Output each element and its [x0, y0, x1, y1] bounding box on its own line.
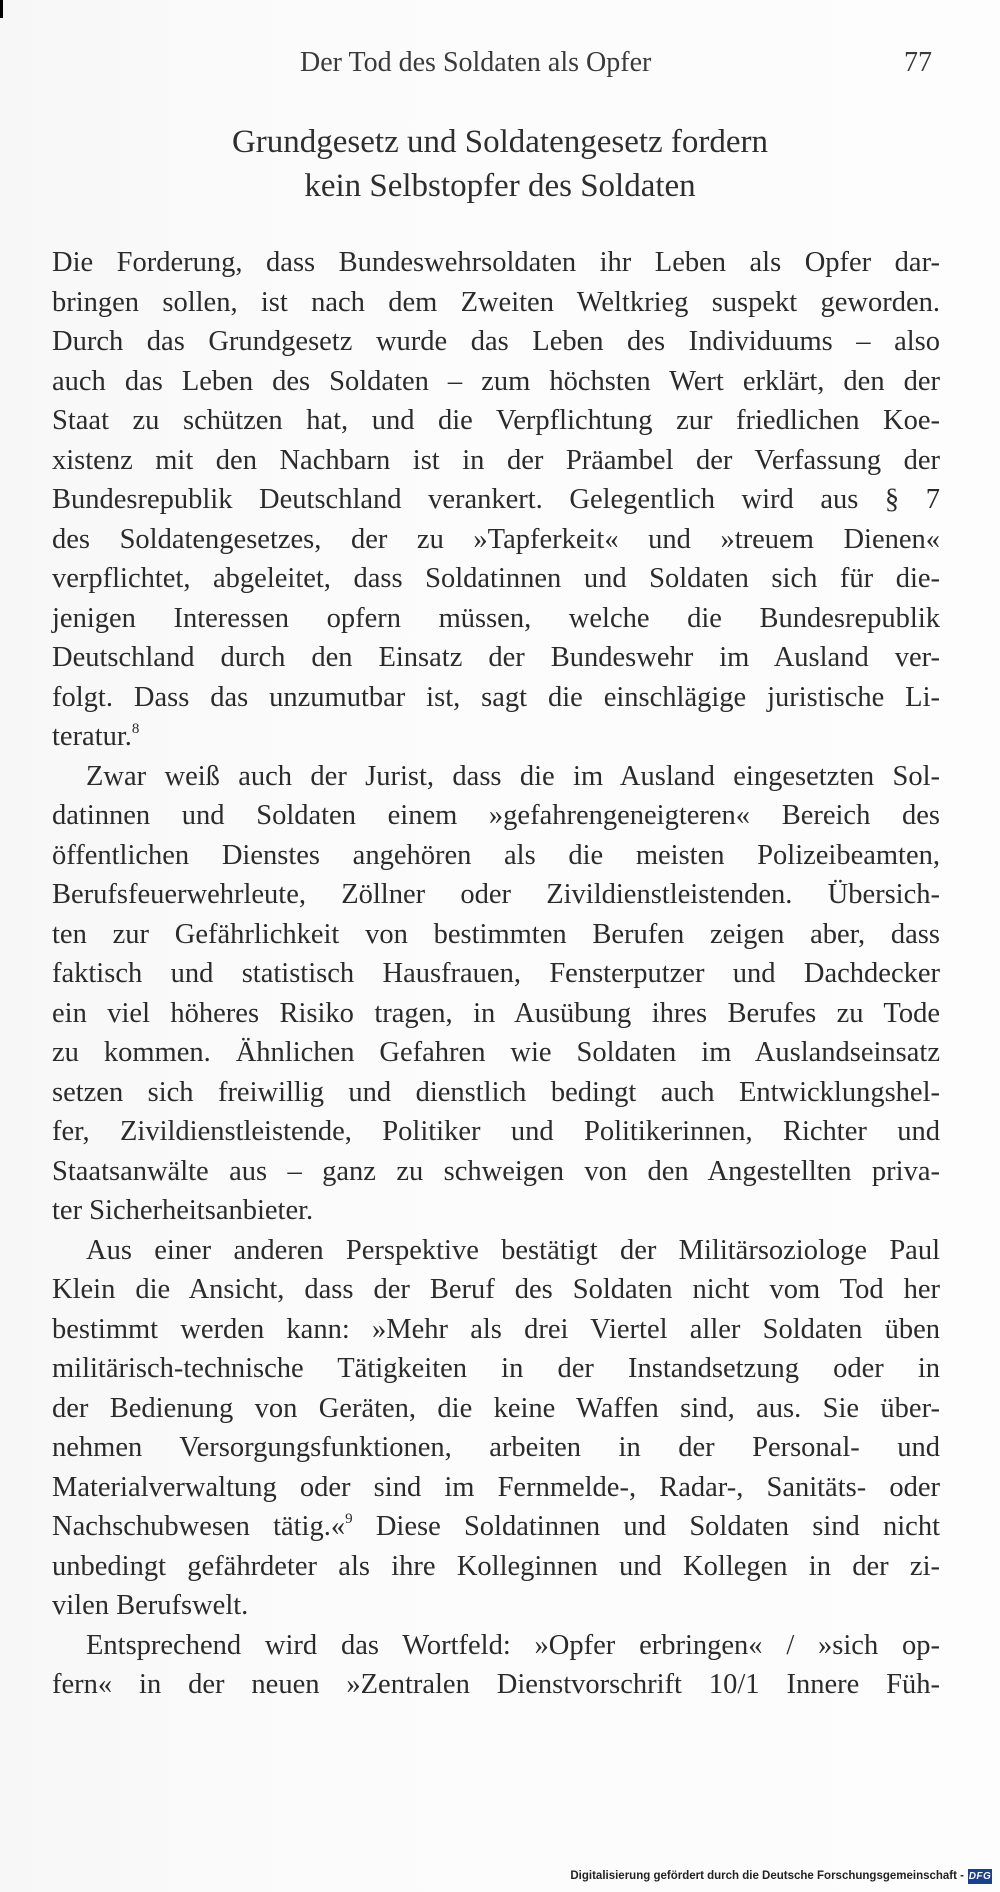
running-title: Der Tod des Soldaten als Opfer	[300, 47, 652, 78]
text-line: vilen Berufswelt.	[52, 1590, 249, 1621]
text-line: Staat zu schützen hat, und die Verpflichtung zur friedlichen Koe-	[52, 405, 940, 436]
page-number: 77	[904, 47, 932, 78]
text-line: folgt. Dass das unzumutbar ist, sagt die einschlägige juristische Li-	[52, 681, 940, 713]
text-line: Durch das Grundgesetz wurde das Leben des Individuums – also	[52, 326, 940, 357]
text-line: fer, Zivildienstleistende, Politiker und Politikerinnen, Richter und	[52, 1116, 940, 1147]
text-line: ein viel höheres Risiko tragen, in Ausübung ihres Berufes zu Tode	[52, 997, 940, 1029]
text-line: Entsprechend wird das Wortfeld: »Opfer erbringen« / »sich op-	[86, 1629, 940, 1661]
scan-corner-mark	[0, 0, 3, 18]
text-line: fern« in der neuen »Zentralen Dienstvorschrift 10/1 Innere Füh-	[52, 1669, 940, 1700]
text-line: ter Sicherheitsanbieter.	[52, 1195, 314, 1226]
footnote-ref: 8	[131, 721, 140, 737]
text-line: militärisch-technische Tätigkeiten in der Instandsetzung oder in	[52, 1353, 940, 1384]
text-line: datinnen und Soldaten einem »gefahrengeneigteren« Bereich des	[52, 800, 940, 831]
text-line: setzen sich freiwillig und dienstlich bedingt auch Entwicklungshel-	[52, 1076, 940, 1108]
text-line: Berufsfeuerwehrleute, Zöllner oder Zivildienstleistenden. Übersich-	[52, 879, 940, 910]
text-line: bringen sollen, ist nach dem Zweiten Weltkrieg suspekt geworden.	[52, 286, 940, 318]
text-line: auch das Leben des Soldaten – zum höchsten Wert erklärt, den der	[52, 365, 940, 397]
text-line: Bundesrepublik Deutschland verankert. Gelegentlich wird aus § 7	[52, 484, 940, 515]
text-line: xistenz mit den Nachbarn ist in der Präambel der Verfassung der	[52, 444, 940, 476]
text-fragment: Nachschubwesen tätig.«	[52, 1511, 346, 1542]
text-line: ten zur Gefährlichkeit von bestimmten Berufen zeigen aber, dass	[52, 918, 940, 950]
text-line: bestimmt werden kann: »Mehr als drei Viertel aller Soldaten üben	[52, 1313, 940, 1345]
running-header	[0, 46, 1000, 80]
credit-text: Digitalisierung gefördert durch die Deutsche Forschungsgemeinschaft -	[570, 1870, 964, 1882]
text-line: Materialverwaltung oder sind im Fernmelde-, Radar-, Sanitäts- oder	[52, 1471, 940, 1503]
text-line: Aus einer anderen Perspektive bestätigt der Militärsoziologe Paul	[86, 1234, 940, 1266]
text-line	[52, 717, 940, 757]
digitization-credit	[570, 1866, 992, 1886]
section-heading-line: Grundgesetz und Soldatengesetz fordern	[231, 124, 769, 160]
text-line: Staatsanwälte aus – ganz zu schweigen von den Angestellten priva-	[52, 1155, 940, 1187]
text-fragment: teratur.	[52, 721, 132, 752]
section-heading	[0, 120, 1000, 208]
text-line: unbedingt gefährdeter als ihre Kolleginnen und Kollegen in der zi-	[52, 1550, 940, 1582]
text-line	[52, 1507, 940, 1547]
text-line: Klein die Ansicht, dass der Beruf des Soldaten nicht vom Tod her	[52, 1274, 940, 1305]
text-line: der Bedienung von Geräten, die keine Waffen sind, aus. Sie über-	[52, 1392, 940, 1424]
text-line: verpflichtet, abgeleitet, dass Soldatinnen und Soldaten sich für die-	[52, 563, 940, 594]
text-line: nehmen Versorgungsfunktionen, arbeiten in der Personal- und	[52, 1432, 940, 1463]
text-fragment: Diese Soldatinnen und Soldaten sind nicht	[352, 1511, 941, 1542]
text-line: Deutschland durch den Einsatz der Bundeswehr im Ausland ver-	[52, 642, 940, 673]
text-line: des Soldatengesetzes, der zu »Tapferkeit« und »treuem Dienen«	[52, 523, 940, 555]
body-text	[52, 243, 940, 1705]
text-line: zu kommen. Ähnlichen Gefahren wie Soldaten im Auslandseinsatz	[52, 1037, 940, 1068]
dfg-logo: DFG	[968, 1870, 992, 1882]
text-line: Zwar weiß auch der Jurist, dass die im Ausland eingesetzten Sol-	[86, 760, 940, 792]
text-line: jenigen Interessen opfern müssen, welche die Bundesrepublik	[52, 602, 940, 634]
text-line: öffentlichen Dienstes angehören als die meisten Polizeibeamten,	[52, 839, 940, 871]
section-heading-line: kein Selbstopfer des Soldaten	[304, 168, 696, 204]
text-line: Die Forderung, dass Bundeswehrsoldaten ihr Leben als Opfer dar-	[52, 247, 940, 278]
footnote-ref: 9	[345, 1511, 353, 1527]
text-line: faktisch und statistisch Hausfrauen, Fensterputzer und Dachdecker	[52, 958, 940, 989]
